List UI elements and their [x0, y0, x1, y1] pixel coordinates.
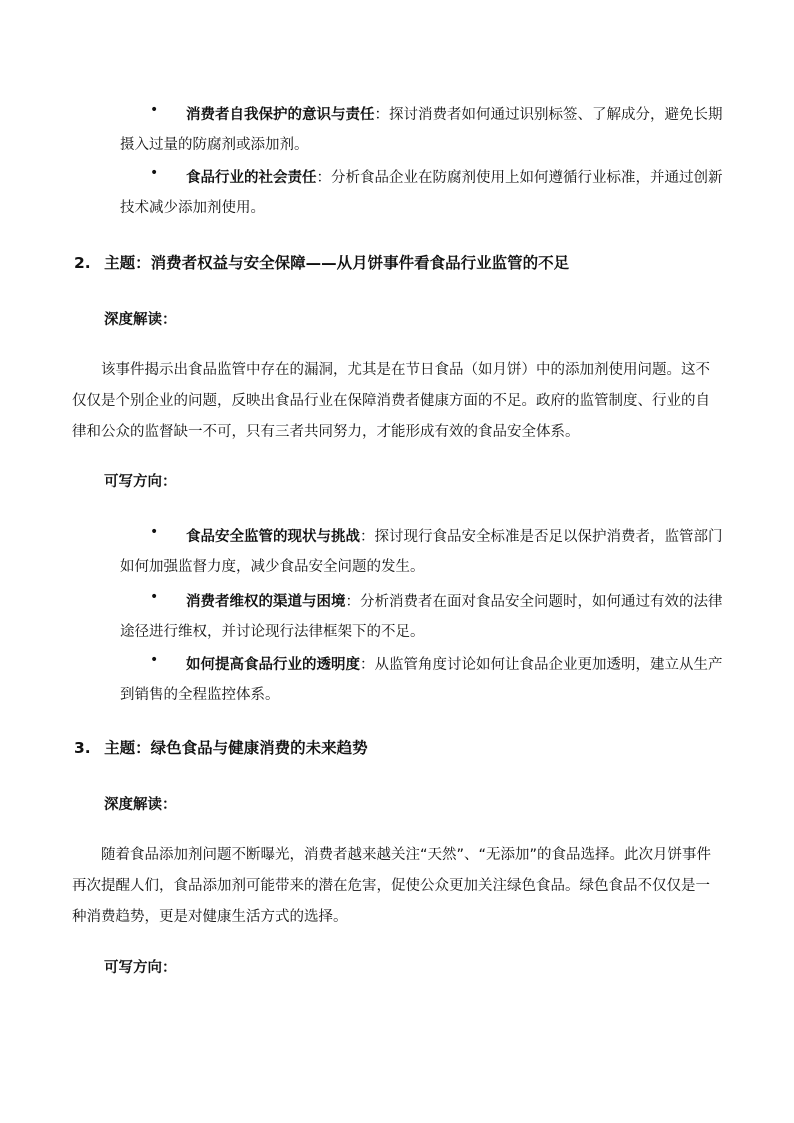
bullet-sep: ： — [345, 594, 360, 610]
bullet-item-transparency — [120, 650, 724, 710]
section-3-heading — [74, 737, 368, 759]
bullet-title: 食品安全监管的现状与挑战 — [186, 529, 360, 545]
bullet-title: 消费者维权的渠道与困境 — [186, 594, 346, 610]
section-2-heading — [74, 252, 569, 274]
section-2-directions-label: 可写方向： — [104, 474, 177, 490]
bullet-text: 分析食品企业在防腐剂使用上如何遵循行业标准，并通过创新技术减少添加剂使用。 — [120, 170, 723, 216]
bullet-title: 如何提高食品行业的透明度 — [186, 657, 360, 673]
bullet-item-self-protection — [120, 100, 724, 160]
bullet-text: 分析消费者在面对食品安全问题时，如何通过有效的法律途径进行维权，并讨论现行法律框架下的不足。 — [120, 594, 723, 640]
section-3-directions-label: 可写方向： — [104, 960, 177, 976]
section-2-deep-label: 深度解读： — [104, 312, 177, 328]
section-title: 主题：消费者权益与安全保障——从月饼事件看食品行业监管的不足 — [104, 254, 570, 272]
bullet-text: 从监管角度讨论如何让食品企业更加透明，建立从生产到销售的全程监控体系。 — [120, 657, 723, 703]
section-2-paragraph: 该事件揭示出食品监管中存在的漏洞，尤其是在节日食品（如月饼）中的添加剂使用问题。这不仅仅是个别企业的问题，反映出食品行业在保障消费者健康方面的不足。政府的监管制度、行业的自律和公众的监督缺一不可，只有三者共同努力，才能形成有效的食品安全体系。 — [72, 362, 710, 440]
section-3-deep-label: 深度解读： — [104, 797, 177, 813]
bullet-sep: ： — [360, 529, 375, 545]
bullet-dot: • — [150, 589, 159, 605]
section-number: 2. — [74, 254, 91, 272]
bullet-title: 消费者自我保护的意识与责任 — [186, 107, 375, 123]
section-number: 3. — [74, 739, 91, 757]
bullet-dot: • — [150, 165, 159, 181]
section-3-paragraph: 随着食品添加剂问题不断曝光，消费者越来越关注“天然”、“无添加”的食品选择。此次月饼事件再次提醒人们，食品添加剂可能带来的潜在危害，促使公众更加关注绿色食品。绿色食品不仅仅是一种消费趋势，更是对健康生活方式的选择。 — [72, 847, 712, 925]
bullet-text: 探讨消费者如何通过识别标签、了解成分，避免长期摄入过量的防腐剂或添加剂。 — [120, 107, 723, 153]
bullet-sep: ： — [374, 107, 389, 123]
section-title: 主题：绿色食品与健康消费的未来趋势 — [104, 739, 368, 757]
bullet-text: 探讨现行食品安全标准是否足以保护消费者，监管部门如何加强监督力度，减少食品安全问题的发生。 — [120, 529, 723, 575]
bullet-dot: • — [150, 652, 159, 668]
bullet-item-rights — [120, 587, 724, 647]
bullet-title: 食品行业的社会责任 — [186, 170, 317, 186]
bullet-dot: • — [150, 524, 159, 540]
bullet-dot: • — [150, 102, 159, 118]
bullet-sep: ： — [316, 170, 331, 186]
bullet-sep: ： — [360, 657, 375, 673]
bullet-item-supervision — [120, 522, 724, 582]
bullet-item-industry-responsibility — [120, 163, 724, 223]
